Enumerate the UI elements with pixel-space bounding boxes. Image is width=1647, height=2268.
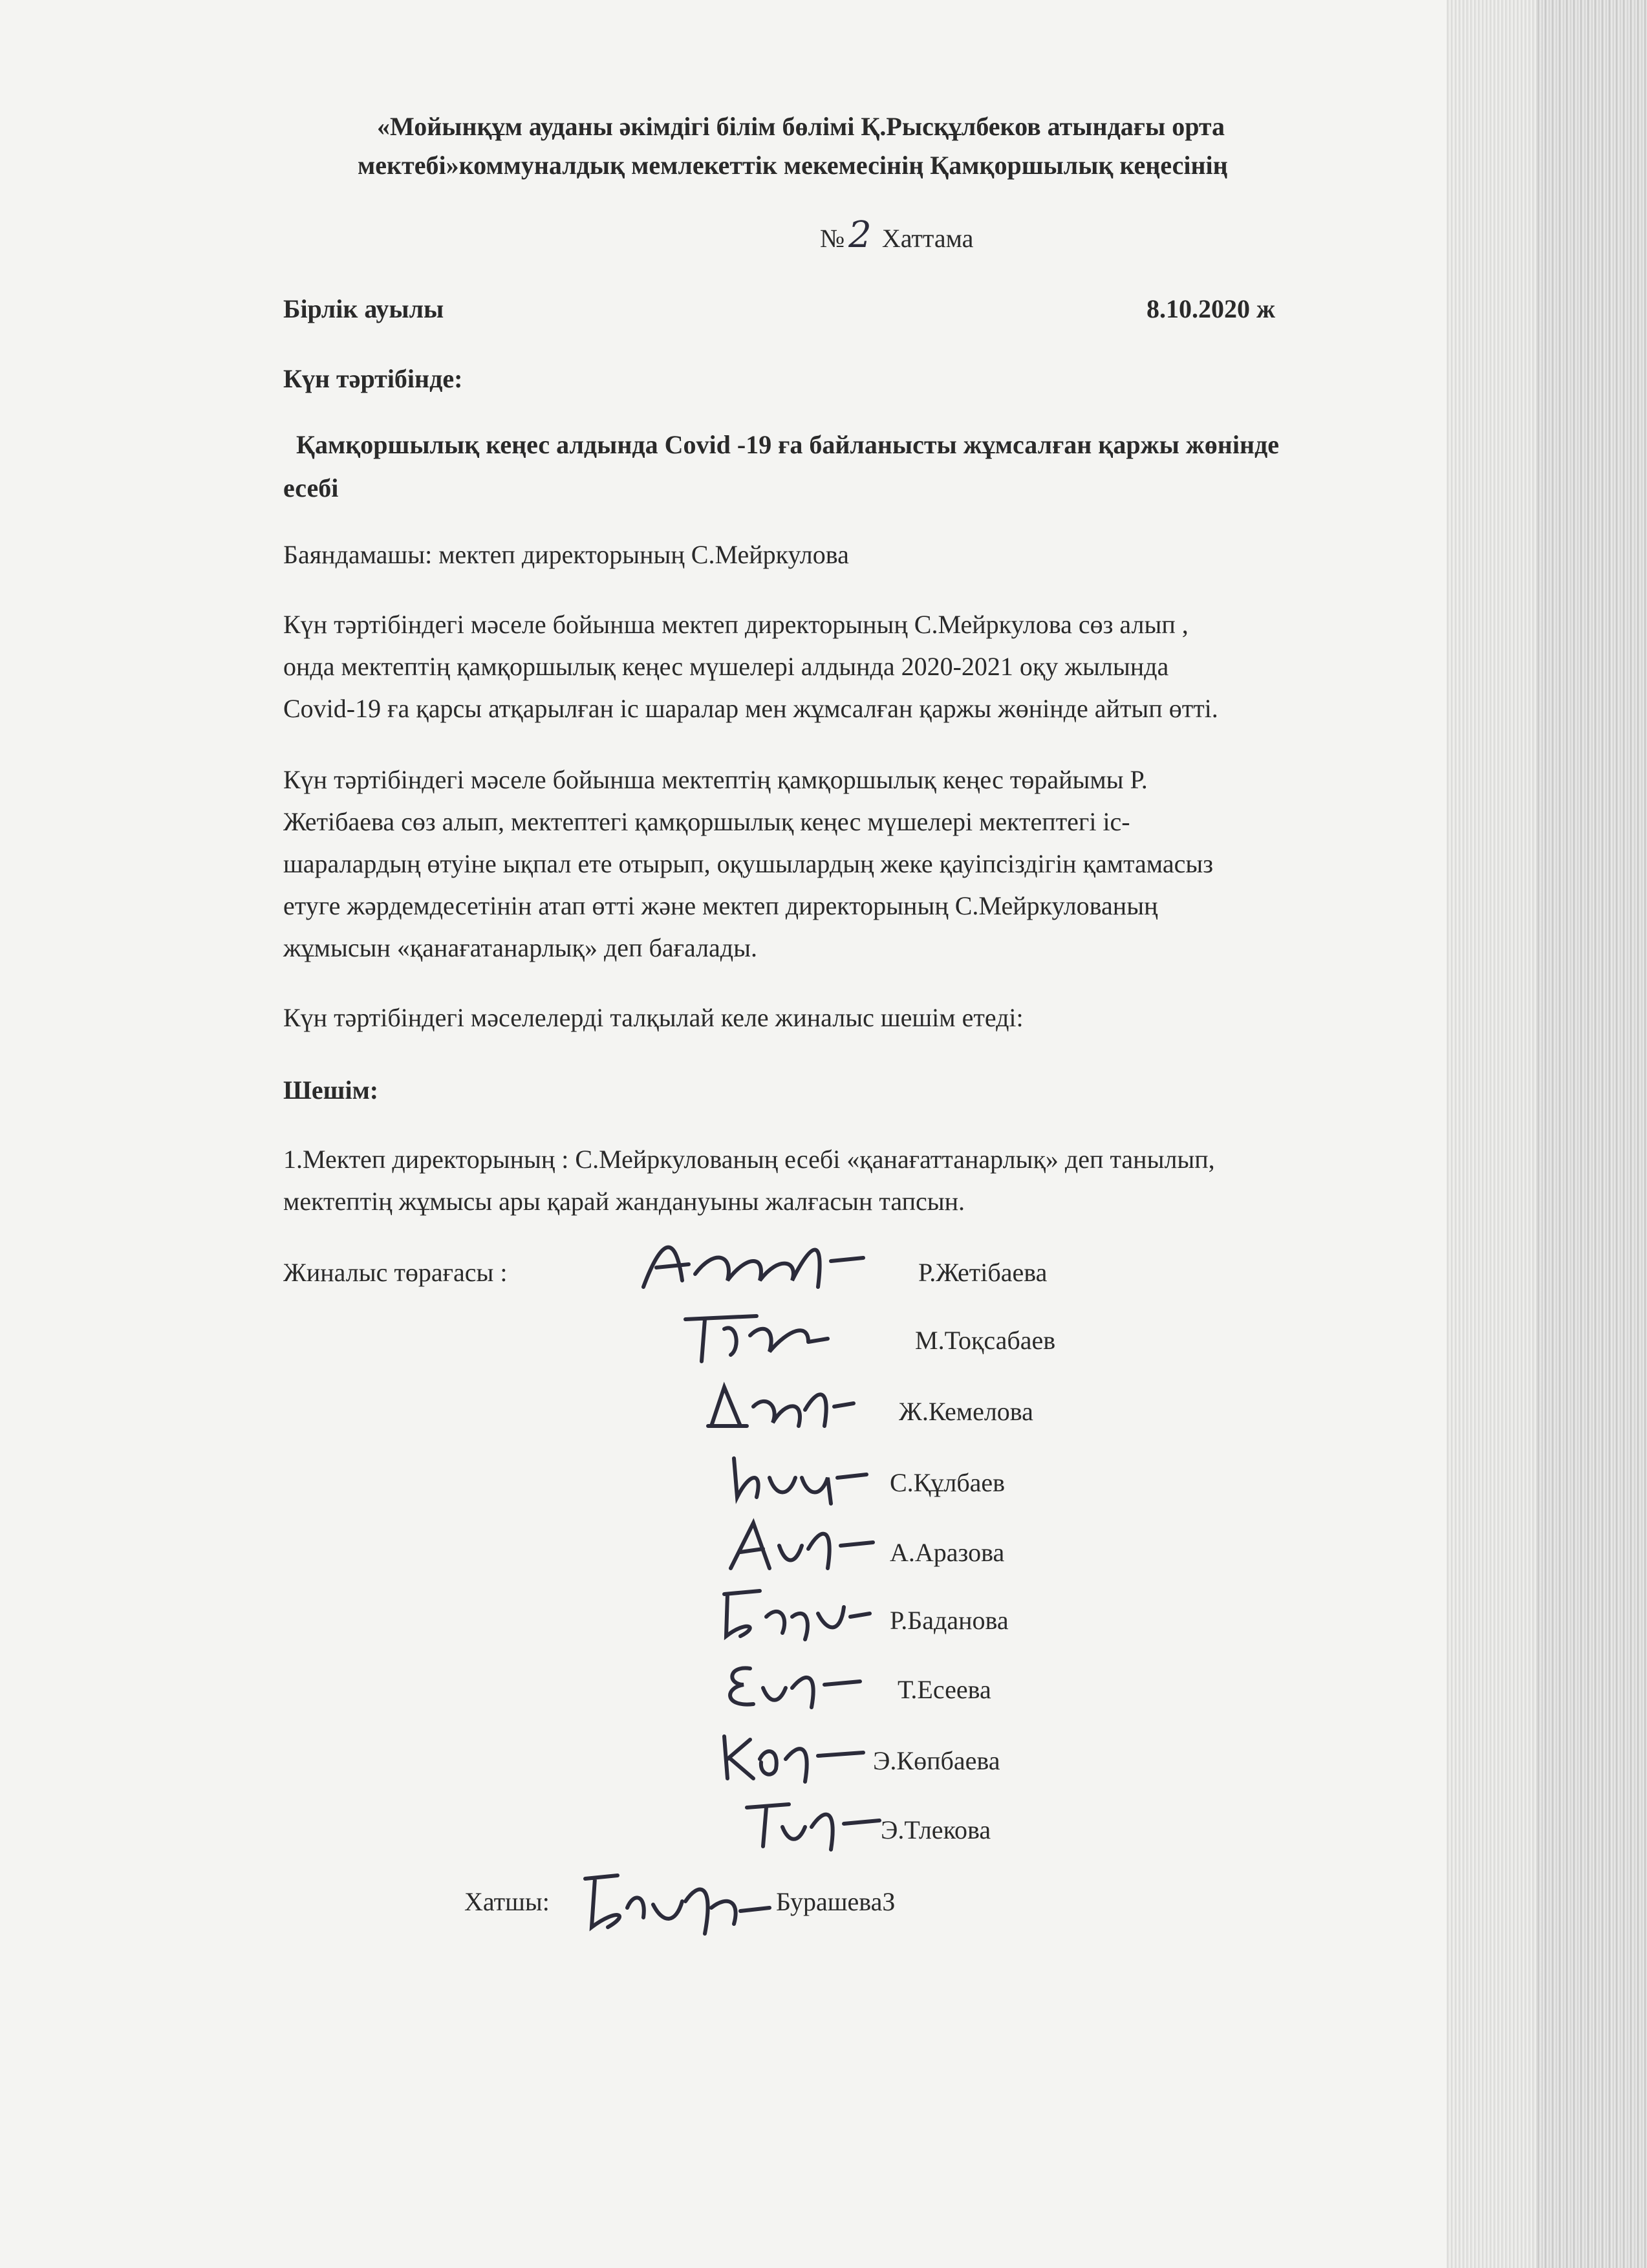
agenda-line-1: Қамқоршылық кеңес алдында Covid -19 ға байланысты жұмсалған қаржы жөнінде <box>296 430 1279 459</box>
signature-2 <box>679 1303 834 1368</box>
signature-9 <box>737 1791 886 1856</box>
signature-1 <box>637 1229 870 1300</box>
member-name-6: Р.Баданова <box>890 1606 1009 1635</box>
agenda-label: Күн тәртібінде: <box>283 364 463 393</box>
protocol-prefix: № <box>820 224 845 253</box>
para3: Күн тәртібіндегі мәселелерді талқылай келе жиналыс шешім етеді: <box>283 1003 1024 1032</box>
decision-line-2: мектептің жұмысы ары қарай жандануыны жалғасын тапсын. <box>283 1187 965 1216</box>
scan-edge-artifact <box>1537 0 1647 2268</box>
date: 8.10.2020 ж <box>1146 294 1276 323</box>
member-name-7: Т.Есеева <box>898 1675 991 1704</box>
para1-line-1: Күн тәртібіндегі мәселе бойынша мектеп директорының С.Мейркулова сөз алып , <box>283 610 1189 639</box>
para2-line-5: жұмысын «қанағатанарлық» деп бағалады. <box>283 933 758 962</box>
member-name-3: Ж.Кемелова <box>899 1397 1033 1426</box>
secretary-label: Хатшы: <box>464 1887 550 1916</box>
signature-3 <box>702 1374 857 1439</box>
protocol-title <box>820 214 974 257</box>
header-line-1: «Мойынқұм ауданы әкімдігі білім бөлімі Қ.Рысқұлбеков атындағы орта <box>377 112 1225 141</box>
decision-line-1: 1.Мектеп директорының : С.Мейркулованың есебі «қанағаттанарлық» деп танылып, <box>283 1145 1215 1174</box>
decision-label: Шешім: <box>283 1075 379 1105</box>
para1-line-3: Covid-19 ға қарсы атқарылған іс шаралар мен жұмсалған қаржы жөнінде айтып өтті. <box>283 694 1218 723</box>
para1-line-2: онда мектептің қамқоршылық кеңес мүшелері алдында 2020-2021 оқу жылында <box>283 652 1169 681</box>
scan-artifact <box>1447 0 1537 2268</box>
para2-line-3: шаралардың өтуіне ықпал ете отырып, оқушылардың жеке қауіпсіздігін қамтамасыз <box>283 849 1214 878</box>
signature-8 <box>715 1723 870 1788</box>
signature-5 <box>724 1513 879 1578</box>
para2-line-2: Жетібаева сөз алып, мектептегі қамқоршылық кеңес мүшелері мектептегі іс- <box>283 807 1130 836</box>
place: Бірлік ауылы <box>283 294 444 323</box>
secretary-signature <box>579 1863 773 1947</box>
member-name-1: Р.Жетібаева <box>918 1258 1048 1287</box>
member-name-4: С.Құлбаев <box>890 1468 1006 1497</box>
agenda-line-2: есебі <box>283 473 339 502</box>
protocol-word: Хаттама <box>881 224 974 253</box>
signature-6 <box>715 1581 876 1646</box>
signature-4 <box>724 1445 873 1510</box>
signature-7 <box>715 1652 870 1717</box>
speaker: Баяндамашы: мектеп директорының С.Мейркулова <box>283 540 849 569</box>
member-name-9: Э.Тлекова <box>881 1815 991 1844</box>
secretary-name: БурашеваЗ <box>776 1887 896 1916</box>
protocol-number: 2 <box>848 214 872 256</box>
member-name-8: Э.Көпбаева <box>873 1746 1000 1775</box>
member-name-2: М.Тоқсабаев <box>915 1326 1056 1355</box>
chair-label: Жиналыс төрағасы : <box>283 1258 508 1287</box>
member-name-5: А.Аразова <box>890 1538 1005 1567</box>
header-line-2: мектебі»коммуналдық мемлекеттік мекемесінің Қамқоршылық кеңесінің <box>358 151 1228 180</box>
para2-line-1: Күн тәртібіндегі мәселе бойынша мектептің қамқоршылық кеңес төрайымы Р. <box>283 765 1148 794</box>
para2-line-4: етуге жәрдемдесетінін атап өтті және мектеп директорының С.Мейркулованың <box>283 891 1158 920</box>
